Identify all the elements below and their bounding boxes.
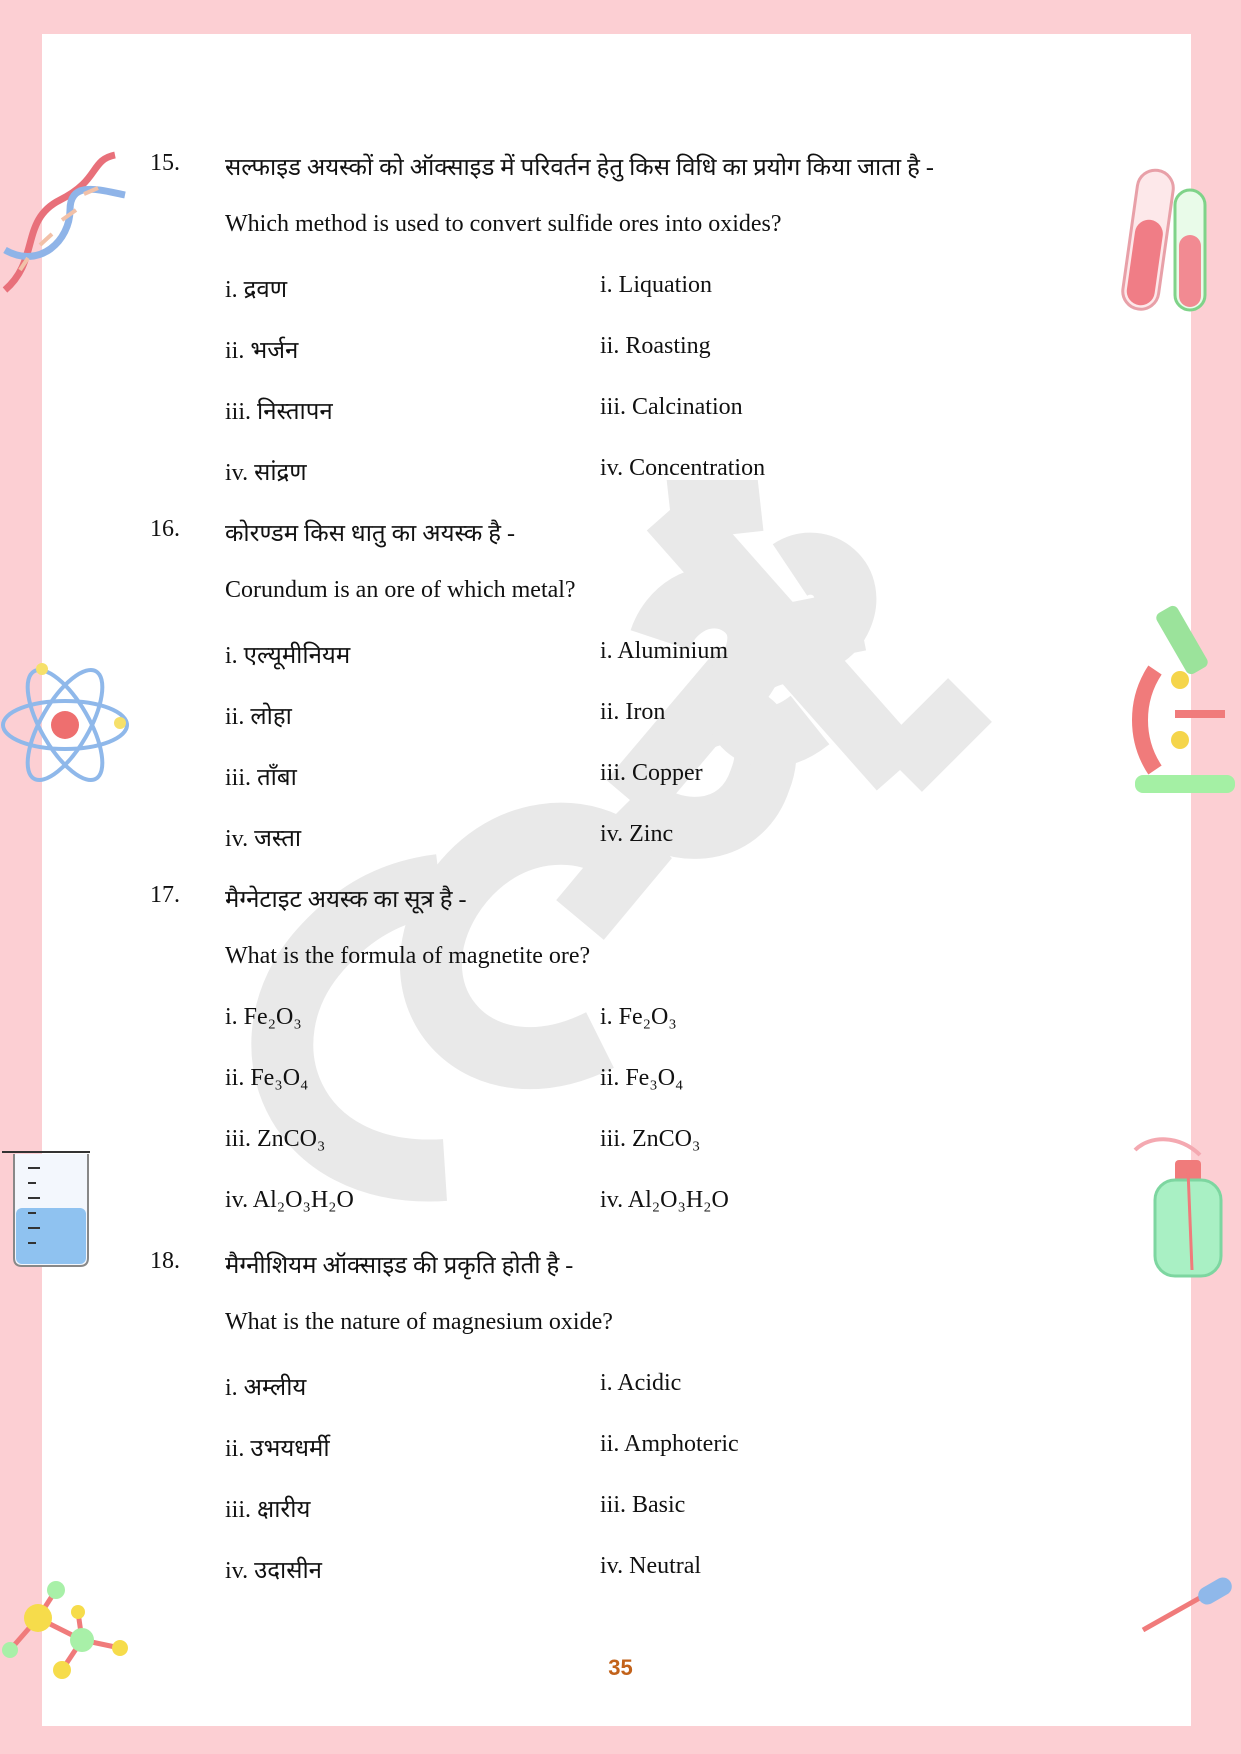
option-english: i. Fe₂O₃	[600, 1004, 677, 1030]
option-english: iv. Zinc	[600, 821, 674, 847]
atom-icon	[0, 655, 140, 795]
option-hindi: ii. भर्जन	[225, 338, 299, 364]
question-number: 18.	[150, 1248, 180, 1274]
beaker-icon	[0, 1148, 95, 1268]
option-english: i. Aluminium	[600, 638, 729, 664]
question-text-hindi: मैग्नेटाइट अयस्क का सूत्र है -	[225, 887, 467, 913]
question-text-english: What is the nature of magnesium oxide?	[225, 1309, 613, 1335]
question-text-english: Which method is used to convert sulfide ores into oxides?	[225, 211, 782, 237]
question-number: 16.	[150, 516, 180, 542]
question-text-english: What is the formula of magnetite ore?	[225, 943, 591, 969]
option-hindi: iv. उदासीन	[225, 1558, 322, 1584]
option-hindi: iv. सांद्रण	[225, 460, 307, 486]
option-english: ii. Roasting	[600, 333, 711, 359]
question-number: 15.	[150, 150, 180, 176]
question-text-hindi: कोरण्डम किस धातु का अयस्क है -	[225, 521, 515, 547]
dropper-icon	[1135, 1570, 1241, 1640]
option-hindi: ii. Fe₃O₄	[225, 1065, 309, 1091]
option-english: iii. Copper	[600, 760, 703, 786]
option-hindi: i. Fe₂O₃	[225, 1004, 302, 1030]
option-english: i. Liquation	[600, 272, 712, 298]
question-number: 17.	[150, 882, 180, 908]
dna-icon	[0, 150, 130, 300]
option-english: iv. Neutral	[600, 1553, 702, 1579]
option-hindi: iii. ZnCO₃	[225, 1126, 326, 1152]
option-hindi: iii. निस्तापन	[225, 399, 333, 425]
option-english: iii. Basic	[600, 1492, 686, 1518]
page-number: 35	[608, 1655, 633, 1680]
option-hindi: ii. उभयधर्मी	[225, 1436, 330, 1462]
microscope-icon	[1125, 600, 1240, 800]
option-english: ii. Fe₃O₄	[600, 1065, 684, 1091]
option-hindi: iv. Al₂O₃H₂O	[225, 1187, 354, 1213]
option-english: ii. Iron	[600, 699, 666, 725]
option-hindi: i. द्रवण	[225, 277, 288, 303]
option-english: iv. Concentration	[600, 455, 766, 481]
option-hindi: iii. क्षारीय	[225, 1497, 311, 1523]
option-english: iii. ZnCO₃	[600, 1126, 701, 1152]
option-hindi: i. अम्लीय	[225, 1375, 307, 1401]
option-english: ii. Amphoteric	[600, 1431, 739, 1457]
question-text-hindi: सल्फाइड अयस्कों को ऑक्साइड में परिवर्तन हेतु किस विधि का प्रयोग किया जाता है -	[225, 155, 934, 181]
option-english: i. Acidic	[600, 1370, 682, 1396]
option-english: iii. Calcination	[600, 394, 743, 420]
option-hindi: i. एल्यूमीनियम	[225, 643, 351, 669]
option-hindi: iii. ताँबा	[225, 765, 297, 791]
option-hindi: ii. लोहा	[225, 704, 292, 730]
question-text-english: Corundum is an ore of which metal?	[225, 577, 576, 603]
wash-bottle-icon	[1130, 1130, 1230, 1280]
option-english: iv. Al₂O₃H₂O	[600, 1187, 729, 1213]
option-hindi: iv. जस्ता	[225, 826, 302, 852]
test-tubes-icon	[1120, 160, 1215, 320]
question-text-hindi: मैग्नीशियम ऑक्साइड की प्रकृति होती है -	[225, 1253, 574, 1279]
